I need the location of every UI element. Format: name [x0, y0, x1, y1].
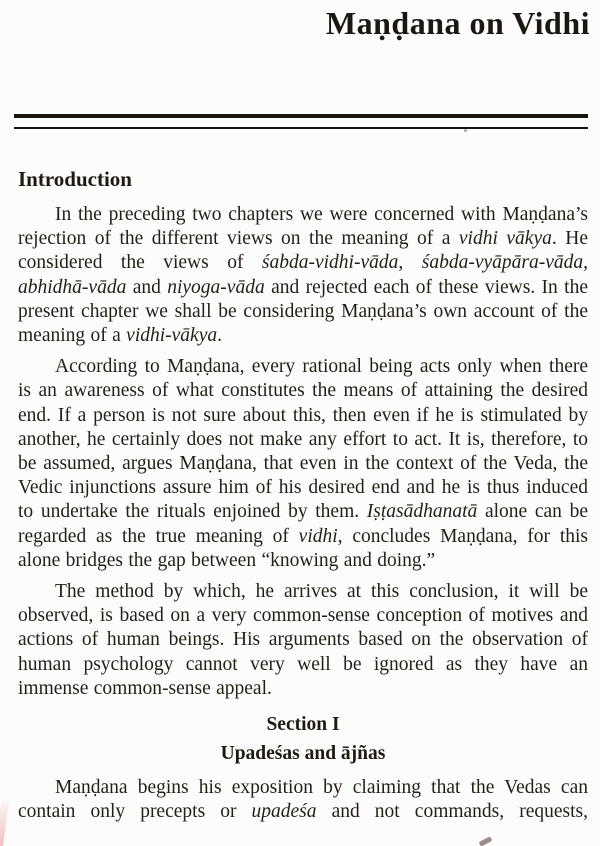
paragraph-2-text: , concludes Maṇḍana, for this alone bridges the gap between “knowing and doing.”: [18, 525, 588, 571]
paragraph-3: [18, 580, 588, 701]
paragraph-1-text: . He considered the views of: [18, 228, 588, 274]
term-sabda-vyapara-vada: śabda-vyāpāra-vāda: [421, 252, 584, 274]
paragraph-3-text: The method by which, he arrives at this conclusion, it will be observed, is based on a very common-sense conception of motives and actions of human beings. His arguments based on the observation of human psychology cannot very well be ignored as they have an immense common-sense appeal.: [18, 581, 588, 699]
paragraph-1-text: ,: [583, 252, 588, 274]
paragraph-1-text: and: [126, 276, 168, 298]
paragraph-1-text: In the preceding two chapters we were concerned with Maṇḍana’s rejection of the different views on the meaning of a: [18, 204, 588, 250]
double-rule-divider: [14, 114, 588, 129]
page-title: Maṇḍana on Vidhi: [325, 5, 590, 41]
page-content: [18, 167, 588, 831]
paragraph-4: [18, 776, 588, 824]
subsection-heading: Upadeśas and ājñas: [220, 743, 386, 765]
paragraph-2-text: According to Maṇḍana, every rational being acts only when there is an awareness of what constitutes the means of attaining the desired end. If a person is not sure about this, then even if he is stimulated by another, he certainly does not make any effort to act. It is, therefore, to be assumed, argues Maṇḍana, that even in the context of the Veda, the Vedic injunctions assure him of his desired end and he is thus induced to undertake the rituals enjoined by them.: [18, 356, 588, 523]
paragraph-2-text: alone can be regarded as the true meaning of: [18, 501, 588, 547]
paragraph-1-text: ,: [398, 252, 422, 274]
paragraph-4-text: and not commands, requests,: [316, 801, 588, 823]
term-istasadhanata: Iṣṭasādhanatā: [366, 501, 478, 523]
paragraph-1-text: .: [217, 325, 222, 347]
paragraph-1-text: and rejected each of these views. In the present chapter we shall be considering Maṇḍana’s own account of the meaning of a: [18, 276, 588, 347]
term-sabda-vidhi-vada: śabda-vidhi-vāda: [261, 252, 399, 274]
section-heading: Section I: [266, 714, 340, 736]
paragraph-1: [18, 203, 588, 348]
term-vidhi: vidhi: [298, 525, 338, 547]
term-vidhi-vakya: vidhi-vākya: [126, 325, 218, 347]
paragraph-2: [18, 355, 588, 573]
scan-smudge-mid: [479, 836, 493, 846]
scan-speck: [464, 129, 467, 132]
term-vidhi-vakya: vidhi vākya: [458, 228, 552, 250]
term-niyoga-vada: niyoga-vāda: [167, 276, 265, 298]
term-abhidha-vada: abhidhā-vāda: [18, 276, 127, 298]
scan-smudge-left: [0, 798, 10, 846]
paragraph-4-text: Maṇḍana begins his exposition by claiming that the Vedas can contain only precepts or: [18, 777, 588, 823]
term-upadesa: upadeśa: [251, 801, 317, 823]
intro-heading: Introduction: [18, 167, 132, 191]
